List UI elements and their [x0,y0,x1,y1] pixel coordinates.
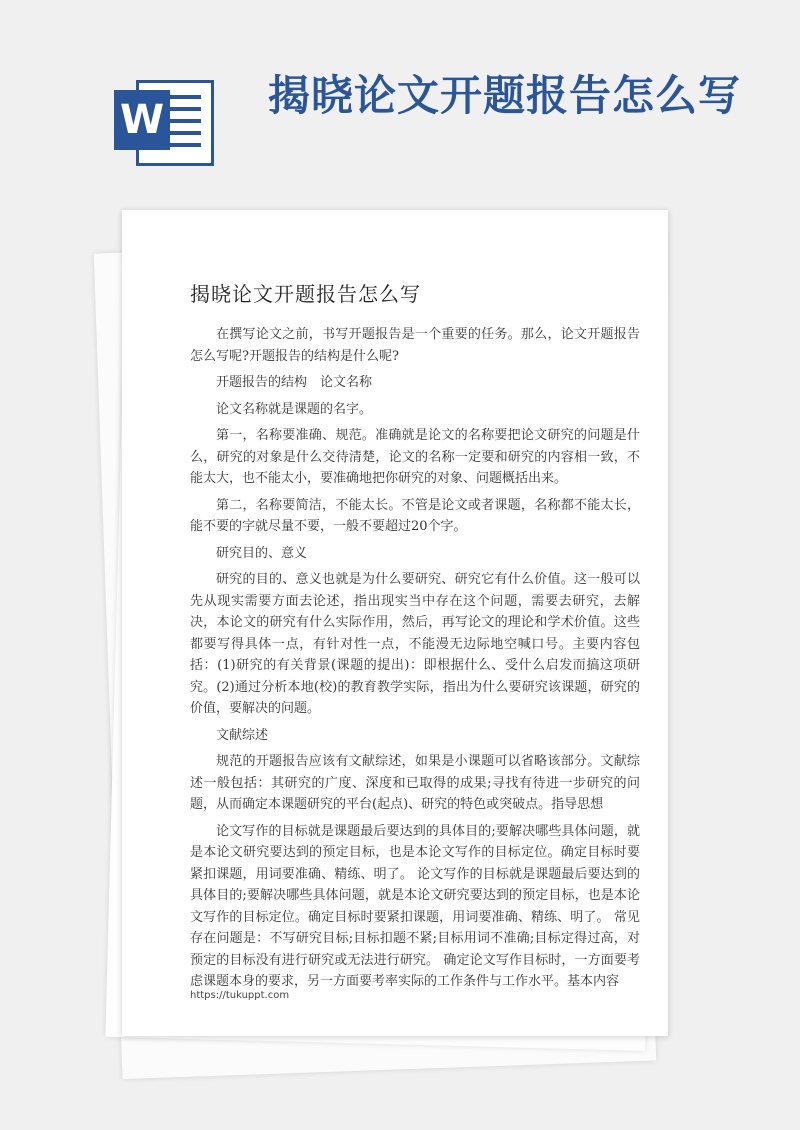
footer-url: https://tukuppt.com [190,990,290,1001]
paragraph-name-definition: 论文名称就是课题的名字。 [216,401,373,417]
paragraph-literature: 规范的开题报告应该有文献综述，如果是小课题可以省略该部分。文献综述一般包括：其研究的广度、深度和已取得的成果;寻找有待进一步研究的问题，从而确定本课题研究的平台(起点)、研究的特色或突破点。指导思想 [190,754,640,812]
paragraph-heading-purpose: 研究目的、意义 [216,545,308,561]
header [0,0,800,200]
document-body [190,324,640,998]
paragraph-second-rule: 第二，名称要简洁，不能太长。不管是论文或者课题，名称都不能太长，能不要的字就尽量不要，一般不要超过20个字。 [190,497,640,534]
paragraph-heading-structure: 开题报告的结构 论文名称 [216,375,373,390]
paragraph-purpose: 研究的目的、意义也就是为什么要研究、研究它有什么价值。这一般可以先从现实需要方面去论述，指出现实当中存在这个问题，需要去研究，去解决，本论文的研究有什么实际作用，然后，再写论文的理论和学术价值。这些都要写得具体一点，有针对性一点，不能漫无边际地空喊口号。主要内容包括：(1)研究的有关背景(课题的提出)：即根据什么、受什么启发而搞这项研究。(2)通过分析本地(校)的教育教学实际，指出为什么要研究该课题，研究的价值，要解决的问题。 [190,572,640,716]
page-title: 揭晓论文开题报告怎么写 [268,71,742,120]
word-document-icon [108,74,216,166]
word-letter-badge: W [114,90,170,150]
paragraph-intro: 在撰写论文之前，书写开题报告是一个重要的任务。那么，论文开题报告怎么写呢?开题报告的结构是什么呢? [190,327,640,364]
paragraph-first-rule: 第一，名称要准确、规范。准确就是论文的名称要把论文研究的问题是什么，研究的对象是什么交待清楚，论文的名称一定要和研究的内容相一致，不能太大，也不能太小，要准确地把你研究的对象、问题概括出来。 [190,428,640,486]
paragraph-heading-literature: 文献综述 [216,727,269,743]
paragraph-goals: 论文写作的目标就是课题最后要达到的具体目的;要解决哪些具体问题，就是本论文研究要达到的预定目标，也是本论文写作的目标定位。确定目标时要紧扣课题，用词要准确、精练、明了。 论文写作的目标就是课题最后要达到的具体目的;要解决哪些具体问题，就是本论文研究要达到的预定目标，也是本论文写作的目标定位。确定目标时要紧扣课题，用词要准确、精练、明了。 常见存在问题是：不写研究目标;目标扣题不紧;目标用词不准确;目标定得过高，对预定的目标没有进行研究或无法进行研究。 确定论文写作目标时，一方面要考虑课题本身的要求，另一方面要考率实际的工作条件与工作水平。基本内容 [190,823,640,989]
document-title: 揭晓论文开题报告怎么写 [190,282,421,306]
